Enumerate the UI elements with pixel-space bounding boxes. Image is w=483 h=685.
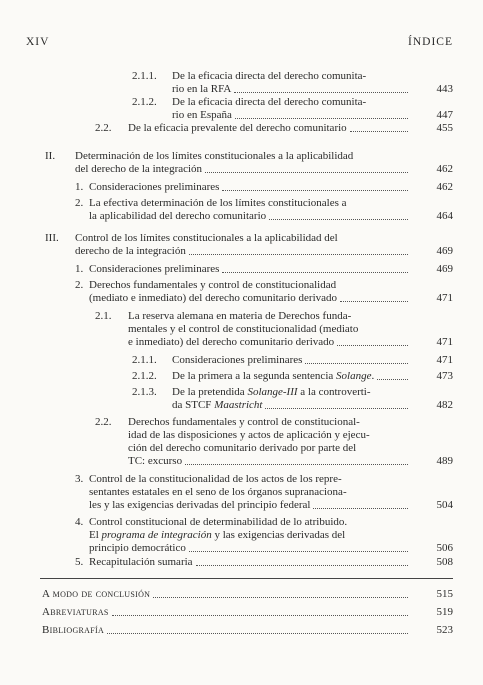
toc-entry-line: Abreviaturas (42, 606, 410, 619)
toc-entry-line: Consideraciones preliminares (89, 263, 410, 276)
dot-leader (305, 362, 408, 364)
toc-entry-page: 504 (436, 499, 453, 511)
toc-entry-title (75, 150, 410, 176)
toc-entry-line: De la eficacia directa del derecho comunita- (172, 70, 367, 82)
toc-entry-title (89, 556, 410, 569)
toc-entry-title (172, 70, 410, 96)
dot-leader (222, 189, 408, 191)
dot-leader (196, 564, 408, 566)
toc-entry-line: La efectiva determinación de los límites constitucionales a (89, 197, 347, 209)
toc-entry-page: 508 (436, 556, 453, 568)
toc-entry-number: 2.1.3. (132, 386, 157, 398)
toc-entry-number: III. (45, 232, 59, 244)
toc-entry-number: 2.1.1. (132, 354, 157, 366)
toc-entry-line: Derechos fundamentales y control de constitucionalidad (89, 279, 337, 291)
toc-entry-line: Derechos fundamentales y control de constitucional- (128, 416, 360, 428)
toc-entry-page: 443 (436, 83, 453, 95)
toc-entry-line: da STCF Maastricht (172, 399, 410, 412)
toc-entry-number: 2.1.1. (132, 70, 157, 82)
toc-entry-line: A modo de conclusión (42, 588, 410, 601)
toc-entry-line: De la primera a la segunda sentencia Solange. (172, 370, 410, 383)
toc-entry-number: 2.1.2. (132, 96, 157, 108)
toc-entry-number: 2. (75, 279, 84, 291)
dot-leader (313, 507, 408, 509)
toc-entry-page: 471 (436, 292, 453, 304)
dot-leader (234, 91, 408, 93)
toc-entry-line: (mediato e inmediato) del derecho comunitario derivado (89, 292, 410, 305)
toc-entry-line: del derecho de la integración (75, 163, 410, 176)
toc-entry-number: 2.1. (95, 310, 112, 322)
toc-entry-title (128, 122, 410, 135)
toc-entry-line: idad de las disposiciones y actos de aplicación y ejecu- (128, 429, 370, 441)
toc-entry-line: Recapitulación sumaria (89, 556, 410, 569)
dot-leader (350, 130, 408, 132)
dot-leader (153, 596, 408, 598)
toc-entry-number: 2.2. (95, 122, 112, 134)
dot-leader (222, 271, 408, 273)
toc-entry-line: Consideraciones preliminares (172, 354, 410, 367)
toc-entry-line: De la eficacia prevalente del derecho comunitario (128, 122, 410, 135)
dot-leader (189, 253, 408, 255)
toc-entry-page: 455 (436, 122, 453, 134)
dot-leader (205, 171, 408, 173)
page-number: XIV (26, 36, 50, 48)
toc-entry-line: derecho de la integración (75, 245, 410, 258)
toc-entry-title (128, 416, 410, 468)
toc-entry-page: 482 (436, 399, 453, 411)
toc-entry-page: 515 (436, 588, 453, 600)
toc-entry-title (172, 386, 410, 412)
dot-leader (189, 550, 408, 552)
toc-entry-title (89, 197, 410, 223)
toc-entry-number: 4. (75, 516, 84, 528)
dot-leader (265, 407, 408, 409)
toc-entry-title (89, 473, 410, 512)
toc-entry-number: 5. (75, 556, 84, 568)
toc-entry-title (42, 624, 410, 637)
toc-entry-line: rio en España (172, 109, 410, 122)
dot-leader (112, 614, 408, 616)
toc-entry-line: Control constitucional de determinabilidad de lo atribuido. (89, 516, 348, 528)
toc-entry-title (75, 232, 410, 258)
toc-entry-line: rio en la RFA (172, 83, 410, 96)
toc-entry-line: Control de la constitucionalidad de los actos de los repre- (89, 473, 342, 485)
toc-entry-page: 447 (436, 109, 453, 121)
toc-entry-line: El programa de integración y las exigencias derivadas del (89, 529, 346, 541)
toc-entry-line: Bibliografía (42, 624, 410, 637)
toc-entry-number: II. (45, 150, 56, 162)
dot-leader (269, 218, 408, 220)
toc-entry-title (172, 370, 410, 383)
toc-entry-title (42, 588, 410, 601)
toc-entry-line: ción del derecho comunitario derivado por parte del (128, 442, 357, 454)
toc-entry-line: Determinación de los límites constitucionales a la aplicabilidad (75, 150, 354, 162)
toc-entry-line: Control de los límites constitucionales a la aplicabilidad del (75, 232, 338, 244)
toc-entry-line: mentales y el control de constitucionalidad (mediato (128, 323, 359, 335)
toc-entry-title (128, 310, 410, 349)
toc-entry-number: 1. (75, 263, 84, 275)
toc-entry-page: 469 (436, 245, 453, 257)
toc-entry-number: 1. (75, 181, 84, 193)
section-divider (40, 578, 453, 579)
dot-leader (235, 117, 408, 119)
toc-entry-page: 473 (436, 370, 453, 382)
toc-entry-line: e inmediato) del derecho comunitario derivado (128, 336, 410, 349)
toc-entry-number: 2. (75, 197, 84, 209)
toc-entry-page: 523 (436, 624, 453, 636)
dot-leader (185, 463, 408, 465)
toc-entry-page: 462 (436, 163, 453, 175)
toc-entry-number: 2.1.2. (132, 370, 157, 382)
toc-entry-title (42, 606, 410, 619)
toc-entry-page: 489 (436, 455, 453, 467)
toc-entry-line: Consideraciones preliminares (89, 181, 410, 194)
toc-entry-page: 464 (436, 210, 453, 222)
dot-leader (337, 344, 408, 346)
toc-entry-title (89, 279, 410, 305)
toc-entry-page: 469 (436, 263, 453, 275)
toc-entry-line: TC: excurso (128, 455, 410, 468)
dot-leader (340, 300, 408, 302)
toc-entry-title (89, 181, 410, 194)
toc-entry-page: 506 (436, 542, 453, 554)
toc-entry-line: principio democrático (89, 542, 410, 555)
toc-entry-page: 462 (436, 181, 453, 193)
dot-leader (377, 378, 408, 380)
toc-entry-line: la aplicabilidad del derecho comunitario (89, 210, 410, 223)
toc-entry-page: 471 (436, 354, 453, 366)
dot-leader (107, 632, 408, 634)
toc-entry-line: La reserva alemana en materia de Derechos funda- (128, 310, 352, 322)
toc-entry-page: 519 (436, 606, 453, 618)
toc-entry-line: De la eficacia directa del derecho comunita- (172, 96, 367, 108)
toc-entry-title (172, 354, 410, 367)
toc-entry-number: 2.2. (95, 416, 112, 428)
toc-entry-title (172, 96, 410, 122)
toc-entry-number: 3. (75, 473, 84, 485)
toc-entry-title (89, 516, 410, 555)
toc-entry-line: De la pretendida Solange-III a la controverti- (172, 386, 371, 398)
toc-entry-line: sentantes estatales en el seno de los órganos supranaciona- (89, 486, 347, 498)
toc-entry-title (89, 263, 410, 276)
toc-entry-line: les y las exigencias derivadas del principio federal (89, 499, 410, 512)
section-title: ÍNDICE (408, 36, 453, 48)
toc-entry-page: 471 (436, 336, 453, 348)
